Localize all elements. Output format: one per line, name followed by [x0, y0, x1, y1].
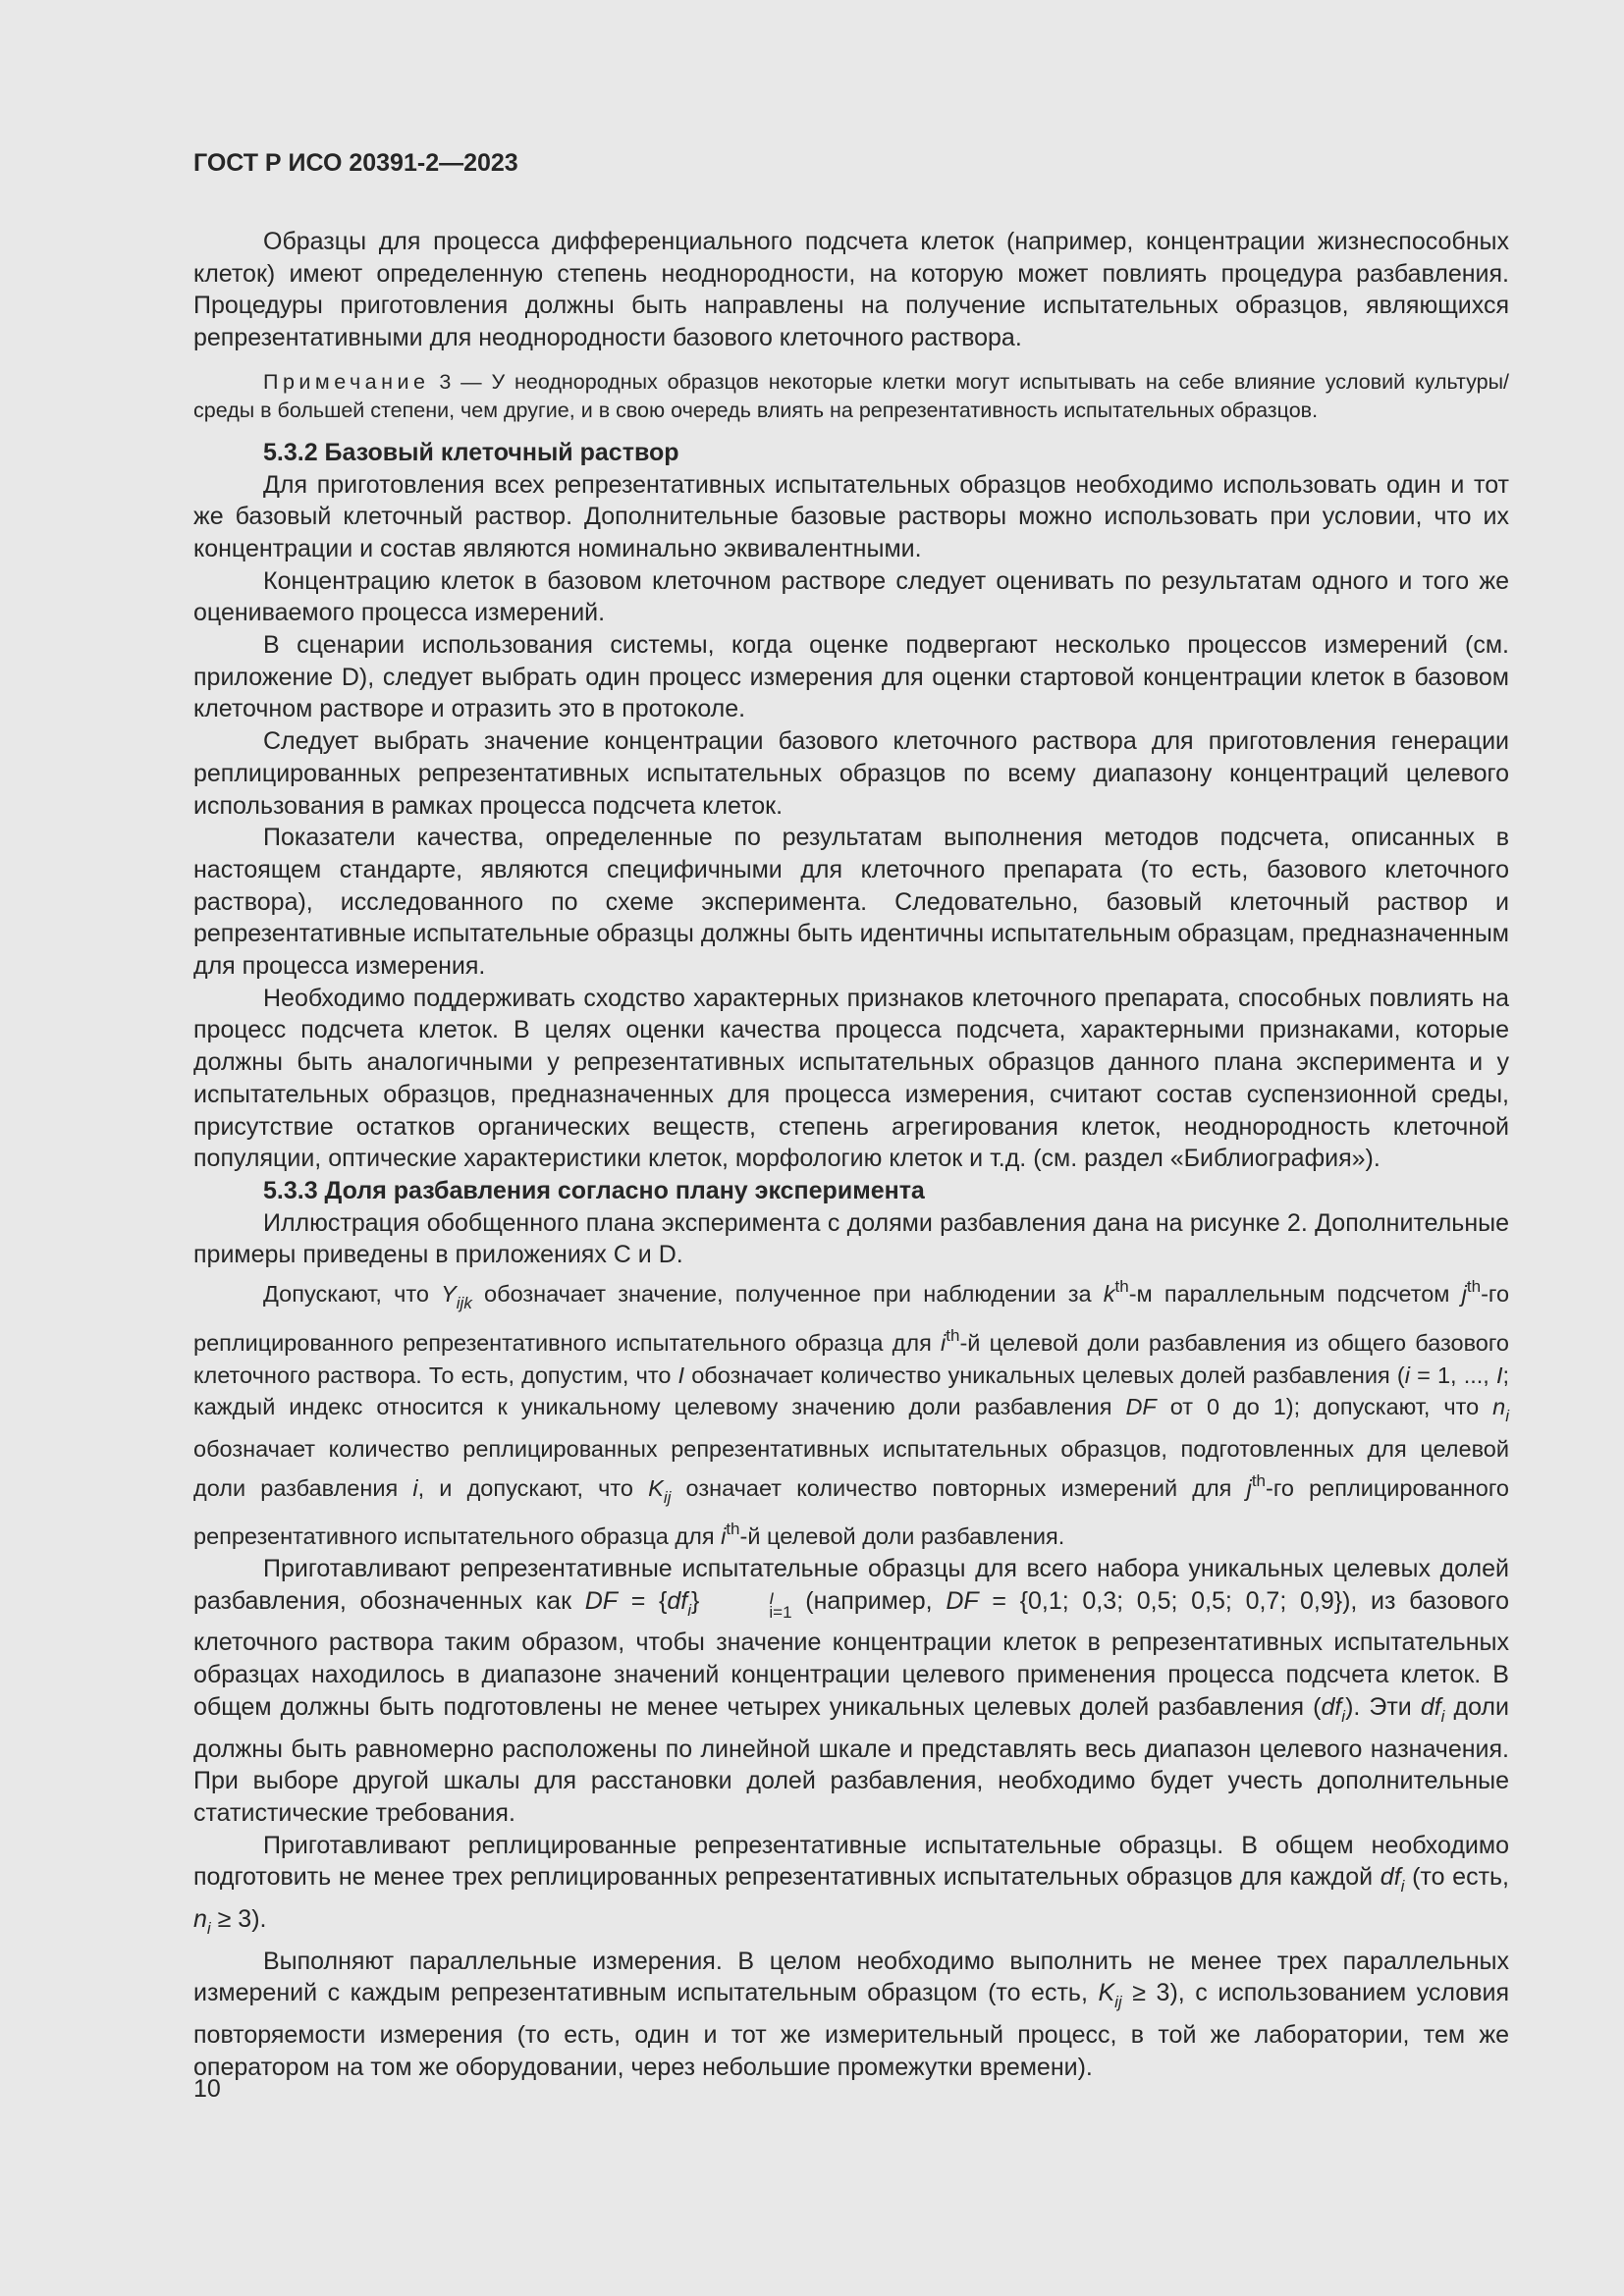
note-label: Примечание [263, 369, 430, 394]
section-heading-5-3-2: 5.3.2 Базовый клеточный раствор [263, 438, 679, 466]
paragraph: Показатели качества, определенные по результатам выполнения методов подсчета, описанных в настоящем стандарте, являются специфичными для клеточного препарата (то есть, базового клеточного раствора), исследованного по схеме эксперимента. Следовательно, базовый клеточный раствор и репрезентативные испытательные образцы должны быть идентичны испытательным образцам, предназначенным для процесса измерения. [193, 824, 1509, 981]
intro-paragraph: Образцы для процесса дифференциального подсчета клеток (например, концентрации жизнеспособных клеток) имеют определенную степень неоднородности, на которую может повлиять процедура разбавления. Процедуры приготовления должны быть направлены на получение испытательных образцов, являющихся репрезентативными для неоднородности базового клеточного раствора. [193, 228, 1509, 352]
paragraph-replicates: Приготавливают реплицированные репрезентативные испытательные образцы. В общем необходимо подготовить не менее трех реплицированных репрезентативных испытательных образцов для каждой $df_i$ (то есть, $n_i \ge 3$). [193, 1831, 1509, 1939]
paragraph: Для приготовления всех репрезентативных испытательных образцов необходимо использовать один и тот же базовый клеточный раствор. Дополнительные базовые растворы можно использовать при условии, что их концентрации и состав являются номинально эквивалентными. [193, 470, 1509, 562]
note-text: — У неоднородных образцов некоторые клетки могут испытывать на себе влияние условий культуры/среды в большей степени, чем другие, и в свою очередь влиять на репрезентативность испытательных образцов. [193, 369, 1510, 422]
paragraph-parallel-measurements: Выполняют параллельные измерения. В целом необходимо выполнить не менее трех параллельных измерений с каждым репрезентативным испытательным образцом (то есть, $K_{ij} \ge 3$), с использованием условия повторяемости измерения (то есть, один и тот же измерительный процесс, в той же лаборатории, тем же оператором на том же оборудовании, через небольшие промежутки времени). [193, 1947, 1509, 2081]
note-3 [193, 368, 1509, 425]
document-header: ГОСТ Р ИСО 20391-2—2023 [193, 149, 518, 177]
paragraph: Следует выбрать значение концентрации базового клеточного раствора для приготовления генерации реплицированных репрезентативных испытательных образцов по всему диапазону концентраций целевого использования в рамках процесса подсчета клеток. [193, 727, 1509, 820]
paragraph: В сценарии использования системы, когда оценке подвергают несколько процессов измерений (см. приложение D), следует выбрать один процесс измерения для оценки стартовой концентрации клеток в базовом клеточном растворе и отразить это в протоколе. [193, 631, 1509, 723]
paragraph: Необходимо поддерживать сходство характерных признаков клеточного препарата, способных повлиять на процесс подсчета клеток. В целях оценки качества процесса подсчета, характерными признаками, которые должны быть аналогичными у репрезентативных испытательных образцов данного плана эксперимента и у испытательных образцов, предназначенных для процесса измерения, считают состав суспензионной среды, присутствие остатков органических веществ, степень агрегирования клеток, неоднородность клеточной популяции, оптические характеристики клеток, морфологию клеток и т.д. (см. раздел «Библиография»). [193, 984, 1509, 1173]
page-number: 10 [193, 2075, 221, 2103]
paragraph: Иллюстрация обобщенного плана эксперимента с долями разбавления дана на рисунке 2. Дополнительные примеры приведены в приложениях С и D. [193, 1208, 1509, 1269]
paragraph-definitions: Допускают, что $Y_{ijk}$ обозначает значение, полученное при наблюдении за $k^{th}-м$ параллельным подсчетом $j^{th}-го$ реплицированного репрезентативного испытательного образца для $i^{th}-й$ целевой доли разбавления из общего базового клеточного раствора. То есть, допустим, что I обозначает количество уникальных целевых долей разбавления (i = 1, ..., I; каждый индекс относится к уникальному целевому значению доли разбавления DF от 0 до 1); допускают, что $n_i$ обозначает количество реплицированных репрезентативных испытательных образцов, подготовленных для целевой доли разбавления i, и допускают, что $K_{ij}$ означает количество повторных измерений для $j^{th}-го$ реплицированного репрезентативного испытательного образца для $i^{th}-й$ целевой доли разбавления. [193, 1277, 1510, 1550]
section-heading-5-3-3: 5.3.3 Доля разбавления согласно плану эксперимента [263, 1176, 925, 1204]
paragraph: Концентрацию клеток в базовом клеточном растворе следует оценивать по результатам одного и того же оцениваемого процесса измерений. [193, 566, 1509, 627]
document-body [193, 226, 1509, 2084]
paragraph-dilution-set: Приготавливают репрезентативные испытательные образцы для всего набора уникальных целевых долей разбавления, обозначенных как DF = $\{df_i\}$ I i=1 (например, DF = {0,1; 0,3; 0,5; 0,5; 0,7; 0,9}), из базового клеточного раствора таким образом, чтобы значение концентрации клеток в репрезентативных испытательных образцах находилось в диапазоне значений концентрации целевого применения процесса подсчета клеток. В общем должны быть подготовлены не менее четырех уникальных целевых долей разбавления $(df_i)$. Эти $df_i$ доли должны быть равномерно расположены по линейной шкале и представлять весь диапазон целевого назначения. При выборе другой шкалы для расстановки долей разбавления, необходимо будет учесть дополнительные статистические требования. [193, 1555, 1509, 1827]
note-number: 3 [439, 369, 452, 394]
